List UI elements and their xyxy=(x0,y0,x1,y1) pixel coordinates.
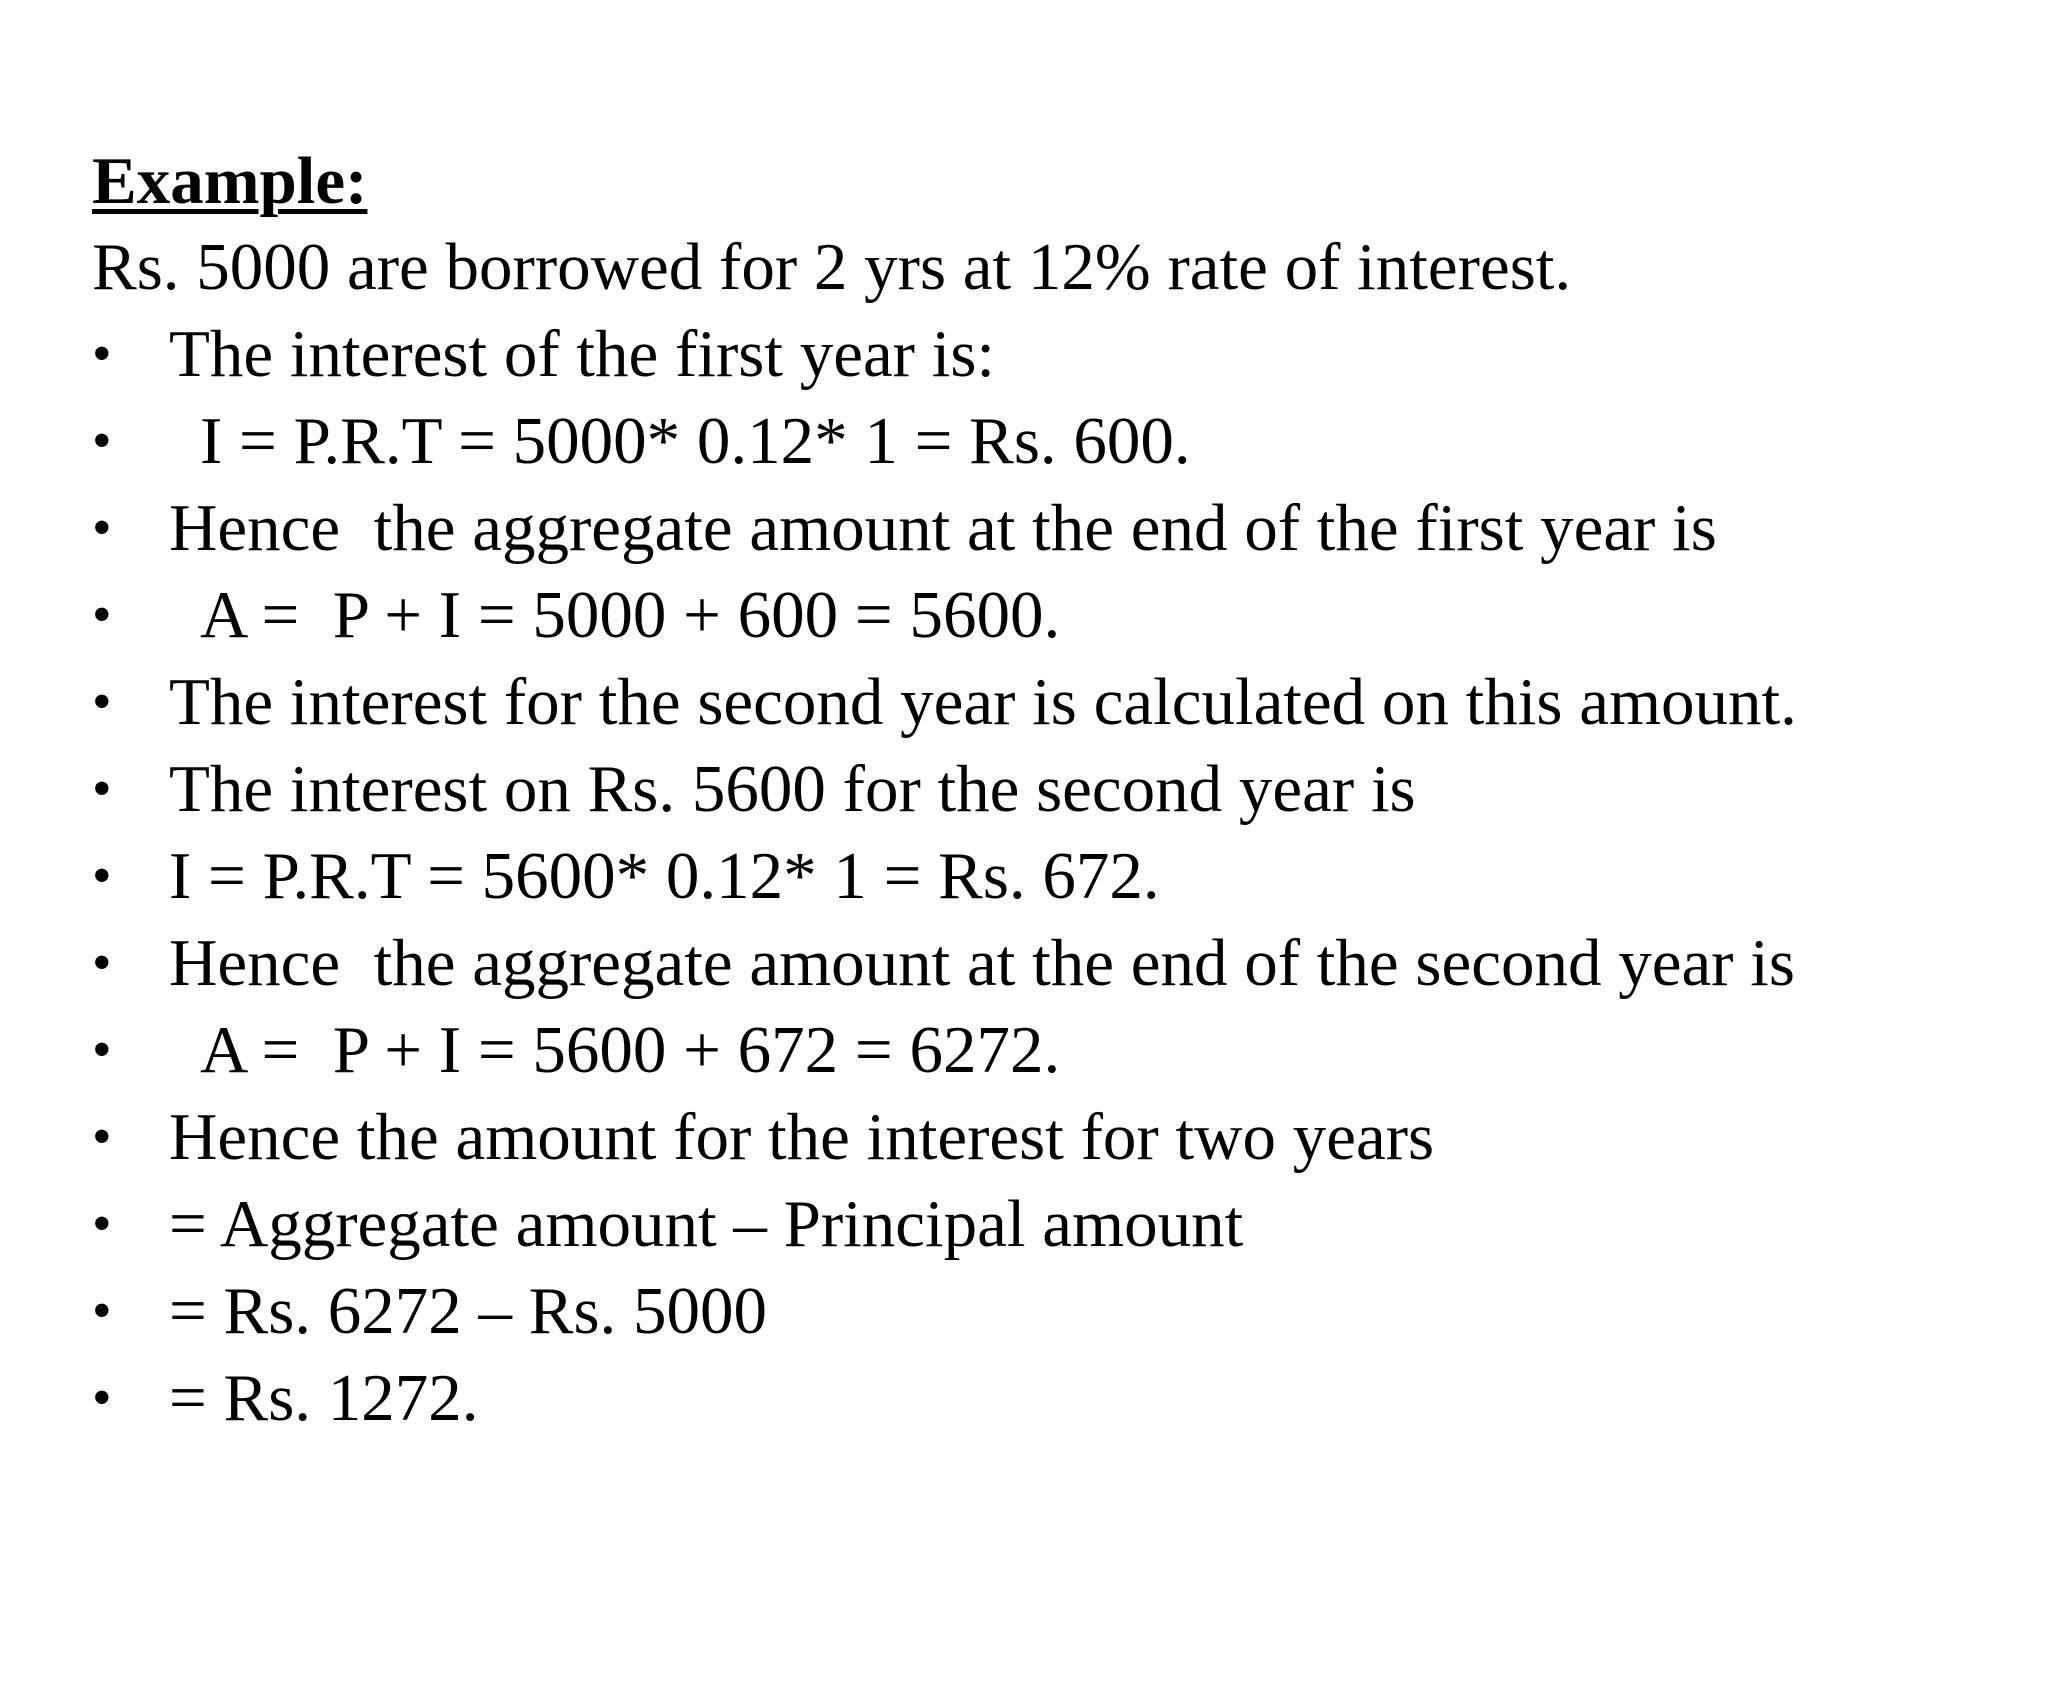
bullet-icon: • xyxy=(92,497,112,559)
step-text: A = P + I = 5000 + 600 = 5600. xyxy=(200,578,1061,652)
step-text: The interest of the first year is: xyxy=(169,317,996,391)
bullet-icon: • xyxy=(92,845,112,907)
solution-step xyxy=(92,920,1992,1007)
step-text: I = P.R.T = 5600* 0.12* 1 = Rs. 672. xyxy=(169,839,1160,913)
solution-step xyxy=(92,398,1992,485)
solution-step xyxy=(92,1007,1992,1094)
solution-step xyxy=(92,1181,1992,1268)
slide-content xyxy=(92,138,1992,1442)
bullet-icon: • xyxy=(92,1280,112,1342)
solution-step xyxy=(92,746,1992,833)
solution-step xyxy=(92,572,1992,659)
step-text: = Aggregate amount – Principal amount xyxy=(169,1187,1244,1261)
step-text: = Rs. 1272. xyxy=(169,1361,479,1435)
step-text: A = P + I = 5600 + 672 = 6272. xyxy=(200,1013,1061,1087)
bullet-icon: • xyxy=(92,671,112,733)
example-heading: Example: xyxy=(92,144,368,218)
bullet-icon: • xyxy=(92,584,112,646)
bullet-icon: • xyxy=(92,1019,112,1081)
step-text: The interest on Rs. 5600 for the second year is xyxy=(169,752,1416,826)
problem-statement: Rs. 5000 are borrowed for 2 yrs at 12% rate of interest. xyxy=(92,230,1572,304)
solution-step xyxy=(92,1355,1992,1442)
solution-step xyxy=(92,659,1992,746)
bullet-icon: • xyxy=(92,758,112,820)
step-text: Hence the amount for the interest for two years xyxy=(169,1100,1435,1174)
bullet-icon: • xyxy=(92,1367,112,1429)
solution-step xyxy=(92,1268,1992,1355)
solution-steps-list xyxy=(92,311,1992,1442)
bullet-icon: • xyxy=(92,1193,112,1255)
solution-step xyxy=(92,1094,1992,1181)
step-text: = Rs. 6272 – Rs. 5000 xyxy=(169,1274,768,1348)
bullet-icon: • xyxy=(92,410,112,472)
solution-step xyxy=(92,485,1992,572)
step-text: The interest for the second year is calculated on this amount. xyxy=(169,665,1797,739)
solution-step xyxy=(92,833,1992,920)
step-text: Hence the aggregate amount at the end of the first year is xyxy=(169,491,1717,565)
bullet-icon: • xyxy=(92,1106,112,1168)
solution-step xyxy=(92,311,1992,398)
bullet-icon: • xyxy=(92,323,112,385)
step-text: Hence the aggregate amount at the end of the second year is xyxy=(169,926,1795,1000)
bullet-icon: • xyxy=(92,932,112,994)
step-text: I = P.R.T = 5000* 0.12* 1 = Rs. 600. xyxy=(200,404,1191,478)
